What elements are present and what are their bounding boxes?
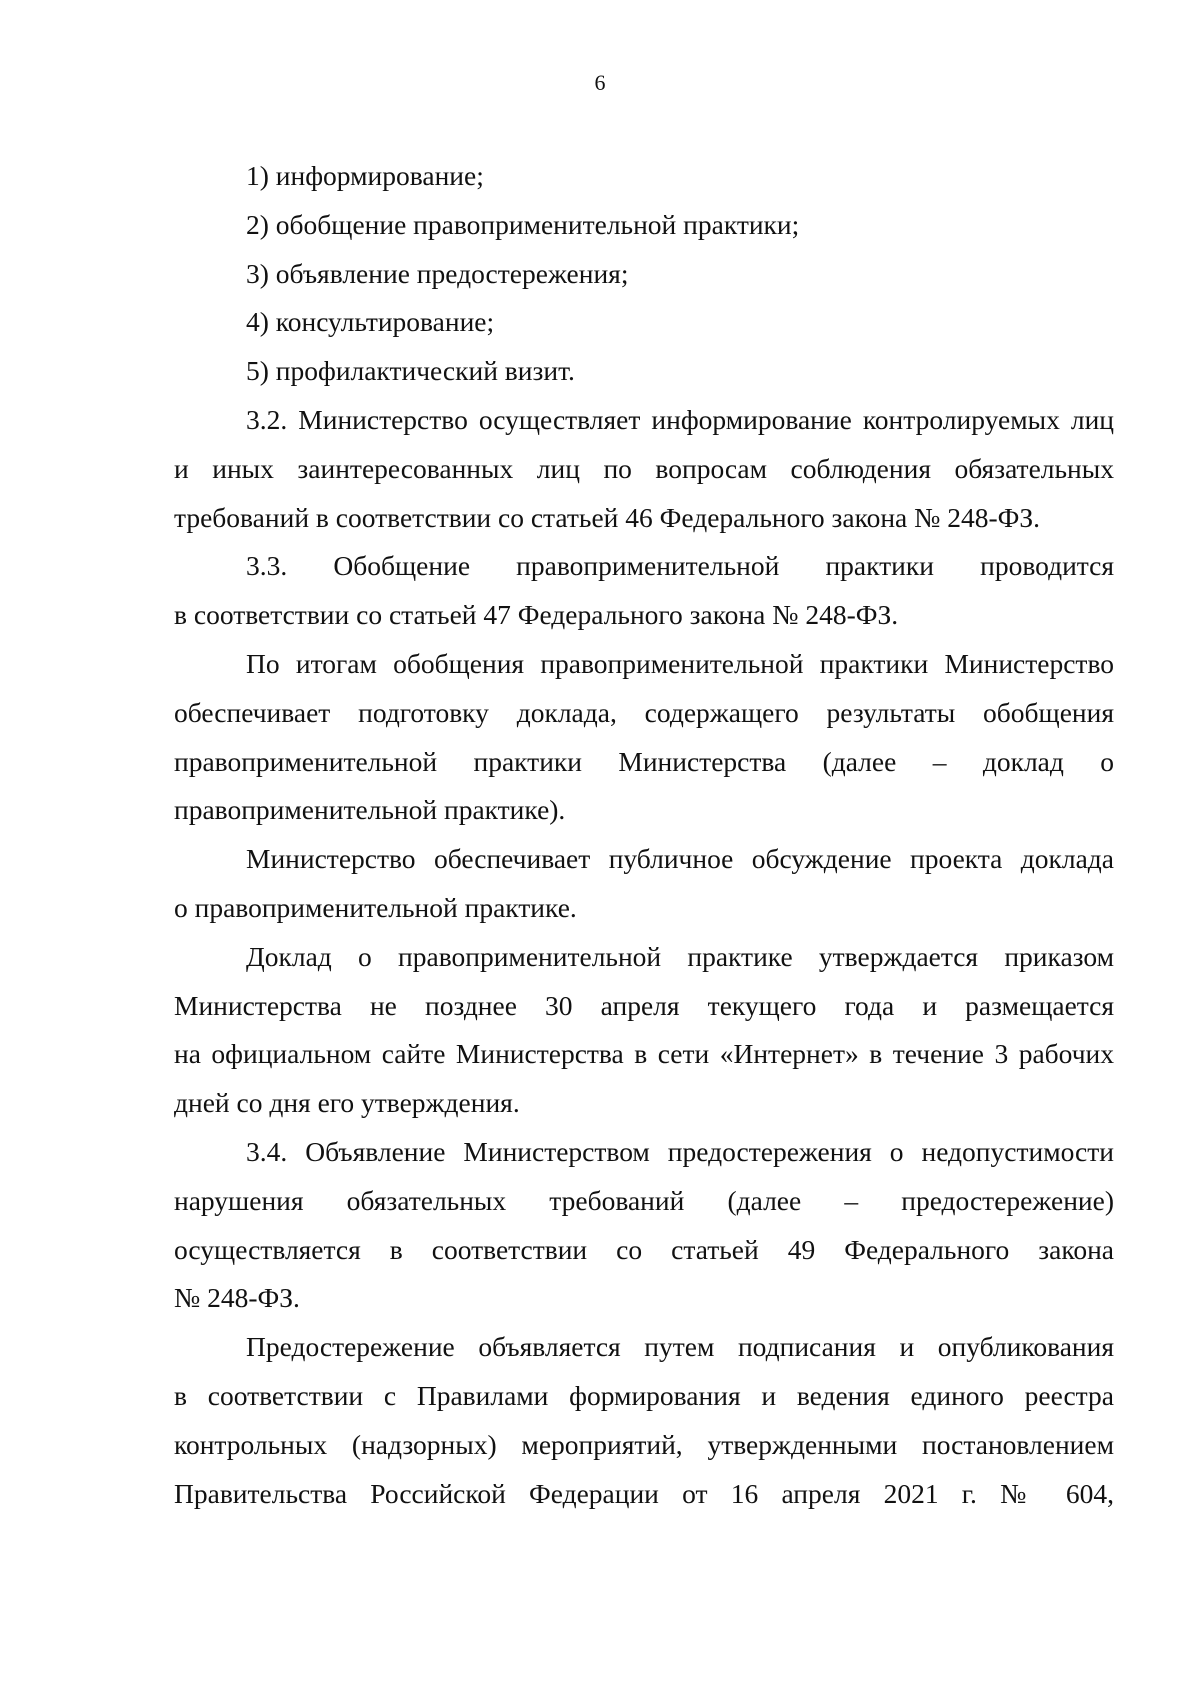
page-number: 6 bbox=[594, 70, 606, 95]
text-line: на официальном сайте Министерства в сети «Интернет» в течение 3 рабочих bbox=[174, 1038, 1114, 1070]
text-line: По итогам обобщения правоприменительной практики Министерство bbox=[246, 647, 1114, 679]
text-line: правоприменительной практики Министерства (далее – доклад о bbox=[174, 745, 1114, 777]
text-line: 3.4. Объявление Министерством предостережения о недопустимости bbox=[246, 1135, 1114, 1167]
text-line: 1) информирование; bbox=[246, 160, 484, 191]
text-line: Министерства не позднее 30 апреля текущего года и размещается bbox=[174, 989, 1114, 1021]
text-line: Предостережение объявляется путем подписания и опубликования bbox=[246, 1331, 1114, 1363]
text-line: контрольных (надзорных) мероприятий, утвержденными постановлением bbox=[174, 1428, 1114, 1460]
text-line: осуществляется в соответствии со статьей 49 Федерального закона bbox=[174, 1233, 1114, 1265]
text-line: в соответствии с Правилами формирования и ведения единого реестра bbox=[174, 1379, 1114, 1411]
text-line: правоприменительной практике). bbox=[174, 794, 566, 826]
text-line: 5) профилактический визит. bbox=[246, 355, 575, 387]
text-line: требований в соответствии со статьей 46 Федерального закона № 248-ФЗ. bbox=[174, 501, 1041, 533]
text-line: и иных заинтересованных лиц по вопросам соблюдения обязательных bbox=[174, 452, 1114, 484]
text-line: о правоприменительной практике. bbox=[174, 891, 577, 923]
text-line: № 248-ФЗ. bbox=[174, 1282, 300, 1314]
text-line: Доклад о правоприменительной практике утверждается приказом bbox=[246, 940, 1114, 972]
text-line: дней со дня его утверждения. bbox=[174, 1087, 520, 1119]
text-line: Правительства Российской Федерации от 16 апреля 2021 г. № 604, bbox=[174, 1477, 1114, 1509]
text-line: 3) объявление предостережения; bbox=[246, 257, 629, 289]
text-line: 4) консультирование; bbox=[246, 306, 495, 338]
text-line: обеспечивает подготовку доклада, содержащего результаты обобщения bbox=[174, 696, 1114, 728]
text-line: нарушения обязательных требований (далее – предостережение) bbox=[174, 1184, 1114, 1216]
text-line: 3.2. Министерство осуществляет информирование контролируемых лиц bbox=[246, 403, 1114, 435]
text-line: в соответствии со статьей 47 Федерального закона № 248-ФЗ. bbox=[174, 599, 899, 631]
text-line: 2) обобщение правоприменительной практики; bbox=[246, 208, 800, 240]
text-line: 3.3. Обобщение правоприменительной практики проводится bbox=[246, 550, 1114, 582]
text-line: Министерство обеспечивает публичное обсуждение проекта доклада bbox=[246, 843, 1114, 875]
document-body bbox=[174, 152, 1114, 1518]
